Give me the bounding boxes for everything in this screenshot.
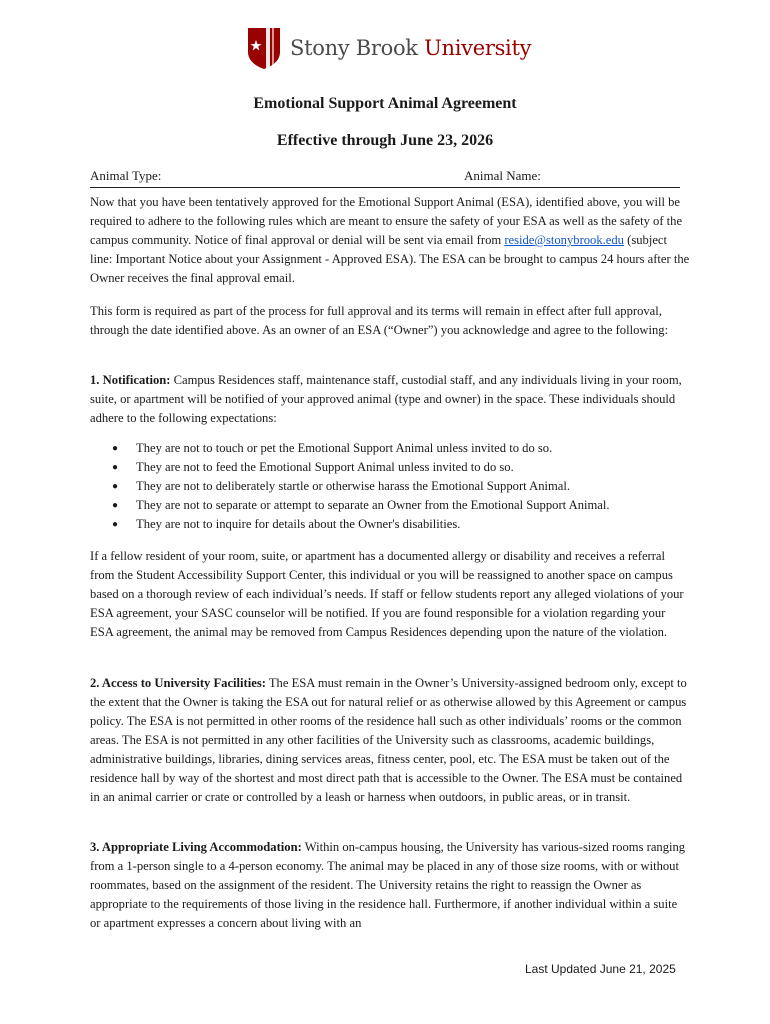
logo-name: Stony Brook (290, 36, 418, 60)
list-item (112, 496, 692, 515)
form-paragraph: This form is required as part of the process for full approval and its terms will remain in effect after full approval, through the date identified above. As an owner of an ESA (“Owner”) you acknowledge and agree to the following: (90, 304, 669, 337)
intro-text-end: (subject line: Important Notice about your Assignment - Approved ESA). The ESA can be brought to campus 24 hours after the Owner receives the final approval email. (90, 233, 690, 285)
list-item (112, 458, 692, 477)
section-1-heading: 1. Notification: (90, 373, 171, 387)
university-logo (246, 26, 531, 70)
section-notification (90, 371, 690, 428)
logo-university: University (424, 36, 532, 60)
section-2-text: The ESA must remain in the Owner’s University-assigned bedroom only, except to the extent that the Owner is taking the ESA out for natural relief or as otherwise allowed by this Agreement or campus policy. The ESA is not permitted in other rooms of the residence hall such as other individuals’ rooms or the common areas. The ESA is not permitted in any other facilities of the University such as classrooms, academic buildings, administrative buildings, libraries, dining services areas, fitness center, pool, etc. The ESA must be taken out of the residence hall by way of the shortest and most direct path that is accessible to the Owner. The ESA must be contained in an animal carrier or crate or controlled by a leash or harness when outdoors, in public areas, or in transit. (90, 676, 687, 804)
list-item-text: They are not to separate or attempt to separate an Owner from the Emotional Support Animal. (136, 498, 610, 512)
intro-paragraph (90, 193, 690, 288)
bullet-icon: ● (112, 462, 119, 473)
intro-text-start: Now that you have been tentatively approved for the Emotional Support Animal (ESA), identified above, you will be required to adhere to the following rules which are meant to ensure the safety of your ESA as well as the safety of the campus community. Notice of final approval or denial will be sent via email from (90, 195, 683, 247)
list-item (112, 439, 692, 458)
effective-date: Effective through June 23, 2026 (276, 132, 494, 149)
bullet-icon: ● (112, 500, 119, 511)
section-1-text: Campus Residences staff, maintenance staff, custodial staff, and any individuals living in your room, suite, or apartment will be notified of your approved animal (type and owner) in the space. These individuals should adhere to the following expectations: (90, 373, 682, 425)
bullet-icon: ● (112, 481, 119, 492)
bullet-icon: ● (112, 519, 119, 530)
shield-icon (246, 26, 282, 70)
animal-type-label: Animal Type: (90, 168, 162, 183)
list-item (112, 477, 692, 496)
document-title: Emotional Support Animal Agreement (253, 95, 517, 112)
list-item-text: They are not to inquire for details about the Owner's disabilities. (136, 517, 461, 531)
reside-email-link[interactable]: reside@stonybrook.edu (504, 233, 624, 247)
animal-fields-row (90, 168, 680, 188)
animal-name-label: Animal Name: (464, 168, 541, 183)
section-2-heading: 2. Access to University Facilities: (90, 676, 266, 690)
reassignment-paragraph: If a fellow resident of your room, suite, or apartment has a documented allergy or disability and receives a referral from the Student Accessibility Support Center, this individual or you will be reassigned to another space on campus based on a thorough review of each individual’s needs. If staff or fellow students report any alleged violations of your ESA agreement, your SASC counselor will be notified. If you are found responsible for a violation regarding your ESA agreement, the animal may be removed from Campus Residences depending upon the nature of the violation. (90, 549, 684, 639)
section-living (90, 838, 690, 933)
section-facilities (90, 674, 690, 807)
expectations-list (112, 439, 692, 534)
bullet-icon: ● (112, 443, 119, 454)
section-3-heading: 3. Appropriate Living Accommodation: (90, 840, 302, 854)
section-3-text: Within on-campus housing, the University has various-sized rooms ranging from a 1-person single to a 4-person economy. The animal may be placed in any of those size rooms, with or without roommates, based on the assignment of the resident. The University retains the right to reassign the Owner as appropriate to the requirements of those living in the residence hall. Furthermore, if another individual within a suite or apartment expresses a concern about living with an (90, 840, 686, 930)
list-item-text: They are not to touch or pet the Emotional Support Animal unless invited to do so. (136, 441, 553, 455)
list-item (112, 515, 692, 534)
logo-wordmark (290, 36, 531, 60)
list-item-text: They are not to deliberately startle or otherwise harass the Emotional Support Animal. (136, 479, 571, 493)
last-updated: Last Updated June 21, 2025 (525, 962, 676, 976)
list-item-text: They are not to feed the Emotional Support Animal unless invited to do so. (136, 460, 514, 474)
